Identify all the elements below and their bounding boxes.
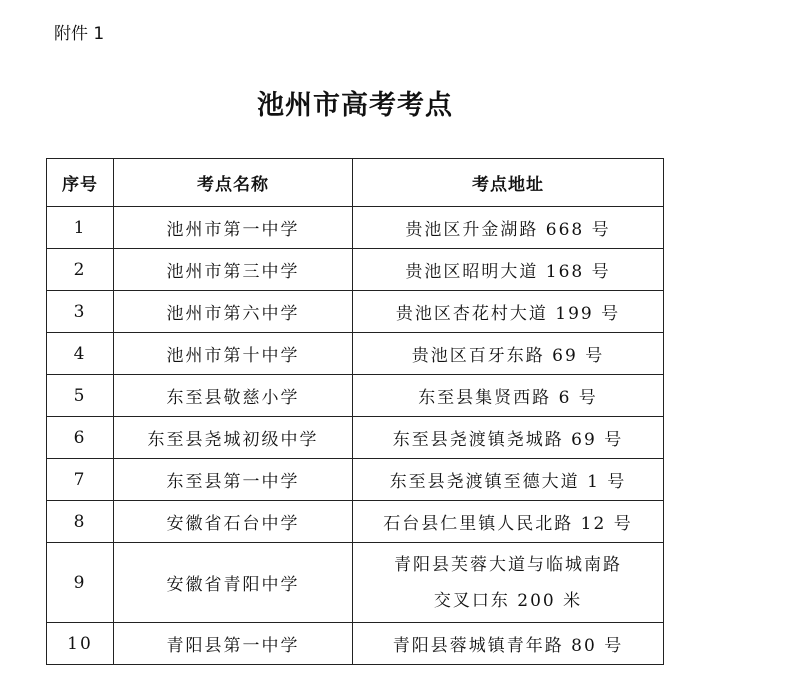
header-number: 序号 — [47, 159, 114, 207]
table-row — [47, 459, 664, 501]
site-name: 安徽省石台中学 — [114, 501, 353, 543]
site-name: 安徽省青阳中学 — [114, 543, 353, 623]
table-row — [47, 543, 664, 623]
site-address: 青阳县蓉城镇青年路 80 号 — [353, 623, 664, 665]
site-address-line-2: 交叉口东 200 米 — [433, 590, 583, 611]
row-number: 1 — [47, 207, 114, 249]
row-number: 3 — [47, 291, 114, 333]
table-row — [47, 291, 664, 333]
table-row — [47, 417, 664, 459]
site-address: 贵池区百牙东路 69 号 — [353, 333, 664, 375]
header-site-address: 考点地址 — [353, 159, 664, 207]
document-title: 池州市高考考点 — [257, 90, 453, 121]
row-number: 5 — [47, 375, 114, 417]
row-number: 9 — [47, 543, 114, 623]
table-header-row — [47, 159, 664, 207]
table-row — [47, 249, 664, 291]
row-number: 8 — [47, 501, 114, 543]
site-name: 池州市第一中学 — [114, 207, 353, 249]
row-number: 10 — [47, 623, 114, 665]
site-name: 东至县第一中学 — [114, 459, 353, 501]
site-address: 贵池区升金湖路 668 号 — [353, 207, 664, 249]
table-row — [47, 375, 664, 417]
site-name: 池州市第十中学 — [114, 333, 353, 375]
site-address: 贵池区昭明大道 168 号 — [353, 249, 664, 291]
table-row — [47, 207, 664, 249]
site-name: 东至县尧城初级中学 — [114, 417, 353, 459]
row-number: 7 — [47, 459, 114, 501]
site-name: 池州市第三中学 — [114, 249, 353, 291]
site-address: 石台县仁里镇人民北路 12 号 — [353, 501, 664, 543]
table-row — [47, 333, 664, 375]
row-number: 6 — [47, 417, 114, 459]
attachment-label: 附件 1 — [54, 24, 105, 44]
site-name: 池州市第六中学 — [114, 291, 353, 333]
site-name: 青阳县第一中学 — [114, 623, 353, 665]
header-site-name: 考点名称 — [114, 159, 353, 207]
site-address — [353, 543, 664, 623]
site-address: 东至县尧渡镇至德大道 1 号 — [353, 459, 664, 501]
exam-sites-table — [46, 158, 664, 665]
table-row — [47, 501, 664, 543]
site-address-line-1: 青阳县芙蓉大道与临城南路 — [394, 554, 622, 575]
row-number: 2 — [47, 249, 114, 291]
site-address: 东至县尧渡镇尧城路 69 号 — [353, 417, 664, 459]
site-address: 贵池区杏花村大道 199 号 — [353, 291, 664, 333]
site-name: 东至县敬慈小学 — [114, 375, 353, 417]
table-row — [47, 623, 664, 665]
row-number: 4 — [47, 333, 114, 375]
site-address: 东至县集贤西路 6 号 — [353, 375, 664, 417]
